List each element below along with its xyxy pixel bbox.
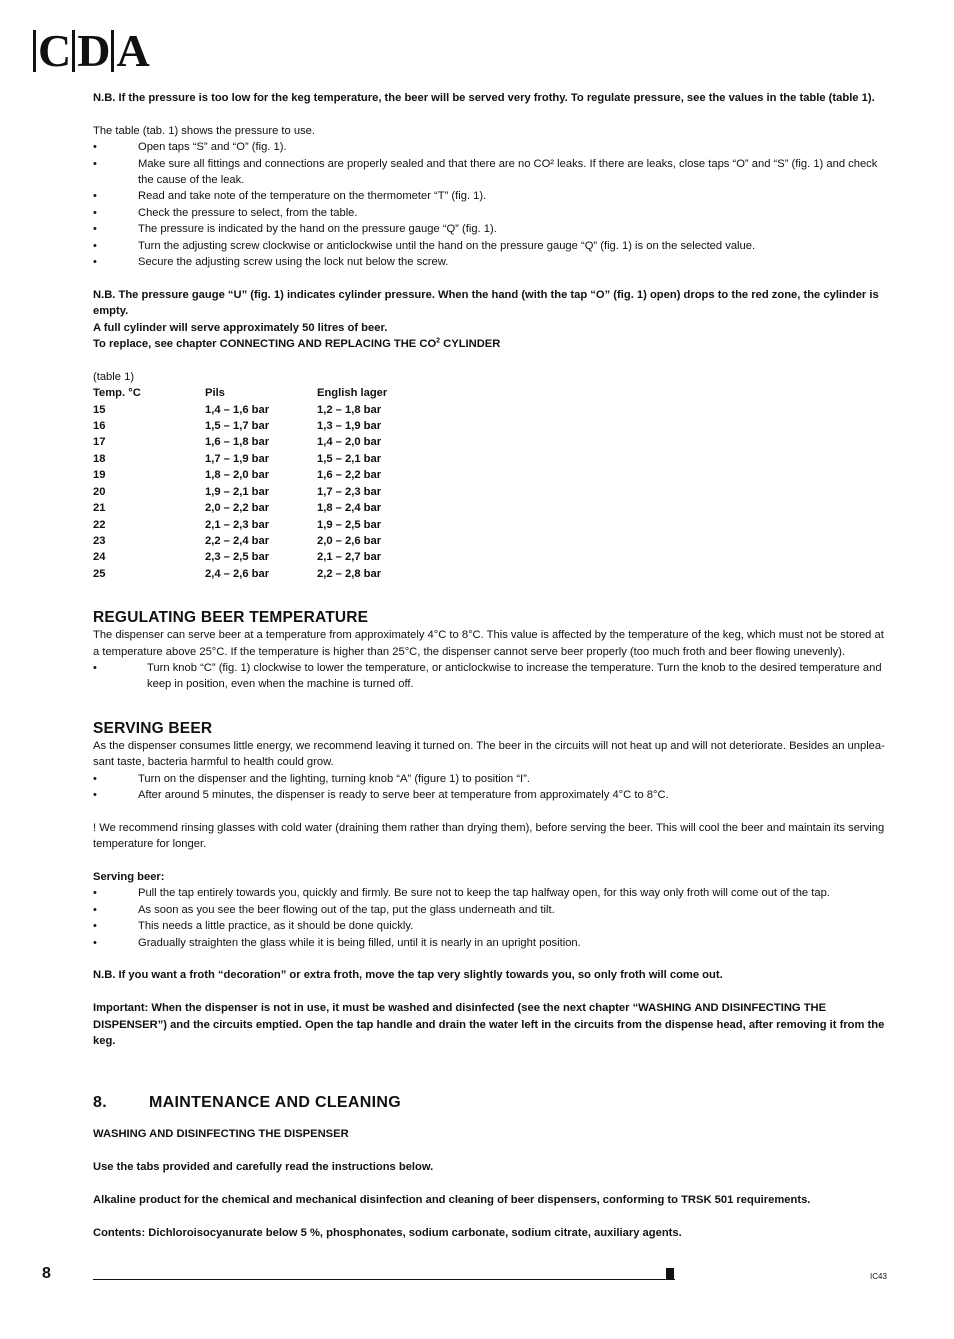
table-cell: 24 bbox=[93, 551, 106, 564]
table-cell: 20 bbox=[93, 485, 106, 498]
table-cell: 1,6 – 2,2 bar bbox=[317, 469, 382, 482]
co2-subscript: 2 bbox=[436, 337, 441, 345]
document-code: IC43 bbox=[870, 1272, 887, 1281]
logo-letter-d: D bbox=[77, 25, 110, 76]
table-cell: 21 bbox=[93, 502, 106, 515]
table-cell: 1,9 – 2,5 bar bbox=[317, 518, 382, 531]
table-row bbox=[93, 533, 387, 549]
list-item: • Make sure all fittings and connections are properly sealed and that there are no CO² leaks. If there are leaks, close taps “O” and “S” (fig. 1) and check the cause of the leak. bbox=[93, 156, 889, 189]
pressure-table bbox=[93, 385, 387, 582]
list-item: • Read and take note of the temperature on the thermometer “T” (fig. 1). bbox=[93, 188, 889, 204]
list-item: • The pressure is indicated by the hand on the pressure gauge “Q” (fig. 1). bbox=[93, 221, 889, 237]
nb-cylinder-line3: To replace, see chapter CONNECTING AND REPLACING THE CO bbox=[93, 338, 437, 351]
serving-steps-list bbox=[93, 771, 889, 804]
list-item: • Turn the adjusting screw clockwise or anticlockwise until the hand on the pressure gauge “Q” (fig. 1) is on the selected value. bbox=[93, 238, 889, 254]
table-cell: 1,9 – 2,1 bar bbox=[205, 485, 270, 498]
table-row bbox=[93, 566, 387, 582]
table-cell: 1,4 – 2,0 bar bbox=[317, 436, 382, 449]
list-item: • Check the pressure to select, from the table. bbox=[93, 205, 889, 221]
table-header-row bbox=[93, 385, 387, 401]
table-cell: 1,6 – 1,8 bar bbox=[205, 436, 270, 449]
page-number: 8 bbox=[42, 1265, 51, 1282]
table-cell: 2,1 – 2,3 bar bbox=[205, 518, 270, 531]
list-item: • Secure the adjusting screw using the lock nut below the screw. bbox=[93, 254, 889, 270]
table-caption: (table 1) bbox=[93, 370, 135, 383]
table-cell: 2,0 – 2,2 bar bbox=[205, 502, 270, 515]
table-intro: The table (tab. 1) shows the pressure to use. bbox=[93, 124, 316, 137]
table-cell: 2,2 – 2,8 bar bbox=[317, 567, 382, 580]
table-cell: 1,5 – 2,1 bar bbox=[317, 452, 382, 465]
table-cell: 1,8 – 2,4 bar bbox=[317, 502, 382, 515]
column-header: English lager bbox=[317, 387, 388, 400]
nb-cylinder-line1: N.B. The pressure gauge “U” (fig. 1) indicates cylinder pressure. When the hand (with the tap “O” (fig. 1) open) drops to the red zone, the cylinder is empty. bbox=[93, 288, 879, 318]
table-row bbox=[93, 549, 387, 565]
logo-letter-c: C bbox=[38, 25, 71, 76]
list-item: • As soon as you see the beer flowing out of the tap, put the glass underneath and tilt. bbox=[93, 902, 889, 918]
table-row bbox=[93, 418, 387, 434]
maintenance-line2: Alkaline product for the chemical and mechanical disinfection and cleaning of beer dispensers, conforming to TRSK 501 requirements. bbox=[93, 1194, 811, 1207]
table-cell: 2,4 – 2,6 bar bbox=[205, 567, 270, 580]
table-cell: 18 bbox=[93, 452, 106, 465]
table-row bbox=[93, 451, 387, 467]
table-cell: 22 bbox=[93, 518, 106, 531]
nb-cylinder-line2: A full cylinder will serve approximately 50 litres of beer. bbox=[93, 321, 388, 334]
table-cell: 23 bbox=[93, 534, 106, 547]
table-cell: 15 bbox=[93, 403, 106, 416]
table-row bbox=[93, 467, 387, 483]
cda-logo bbox=[33, 25, 151, 76]
footer-rule bbox=[93, 1279, 675, 1280]
table-row bbox=[93, 500, 387, 516]
table-cell: 16 bbox=[93, 420, 106, 433]
list-item: • Pull the tap entirely towards you, quickly and firmly. Be sure not to keep the tap halfway open, for this way only froth will come out of the tap. bbox=[93, 885, 889, 901]
nb-cylinder-line3-end: CYLINDER bbox=[440, 338, 501, 351]
table-cell: 1,4 – 1,6 bar bbox=[205, 403, 270, 416]
table-cell: 2,0 – 2,6 bar bbox=[317, 534, 382, 547]
list-item: • After around 5 minutes, the dispenser is ready to serve beer at temperature from approximately 4°C to 8°C. bbox=[93, 787, 889, 803]
rinse-note: ! We recommend rinsing glasses with cold water (draining them rather than drying them), before serving the beer. This will cool the beer and maintain its serving temperature for longer. bbox=[93, 821, 885, 851]
temperature-list bbox=[93, 660, 889, 693]
table-cell: 1,7 – 2,3 bar bbox=[317, 485, 382, 498]
table-cell: 1,2 – 1,8 bar bbox=[317, 403, 382, 416]
list-item: • Turn on the dispenser and the lighting, turning knob “A” (figure 1) to position “I”. bbox=[93, 771, 889, 787]
table-cell: 2,1 – 2,7 bar bbox=[317, 551, 382, 564]
list-item: • This needs a little practice, as it should be done quickly. bbox=[93, 918, 889, 934]
nb-froth-note: N.B. If you want a froth “decoration” or extra froth, move the tap very slightly towards you, so only froth will come out. bbox=[93, 969, 723, 982]
maintenance-line1: Use the tabs provided and carefully read the instructions below. bbox=[93, 1161, 434, 1174]
table-row bbox=[93, 402, 387, 418]
list-item: • Open taps “S” and “O” (fig. 1). bbox=[93, 139, 889, 155]
table-row bbox=[93, 517, 387, 533]
nb-cylinder-note bbox=[93, 287, 889, 353]
section-heading-maintenance bbox=[93, 1093, 889, 1113]
washing-sub-heading: WASHING AND DISINFECTING THE DISPENSER bbox=[93, 1128, 349, 1141]
column-header: Pils bbox=[205, 387, 225, 400]
serving-sub-heading: Serving beer: bbox=[93, 870, 165, 883]
footer-marker bbox=[666, 1268, 674, 1280]
list-item: • Turn knob “C” (fig. 1) clockwise to lower the temperature, or anticlockwise to increase the temperature. Turn the knob to the desired temperature and keep in position, even when the machine is turned off. bbox=[93, 660, 889, 693]
section-heading-serving: SERVING BEER bbox=[93, 719, 213, 737]
column-header: Temp. °C bbox=[93, 387, 141, 400]
table-cell: 1,7 – 1,9 bar bbox=[205, 452, 270, 465]
nb-pressure-note: N.B. If the pressure is too low for the keg temperature, the beer will be served very frothy. To regulate pressure, see the values in the table (table 1). bbox=[93, 92, 875, 104]
maintenance-line3: Contents: Dichloroisocyanurate below 5 %, phosphonates, sodium carbonate, sodium citrate, auxiliary agents. bbox=[93, 1226, 682, 1239]
page-content bbox=[93, 90, 889, 1241]
list-item: • Gradually straighten the glass while it is being filled, until it is nearly in an upright position. bbox=[93, 935, 889, 951]
table-cell: 1,8 – 2,0 bar bbox=[205, 469, 270, 482]
table-cell: 1,5 – 1,7 bar bbox=[205, 420, 270, 433]
temperature-body: The dispenser can serve beer at a temperature from approximately 4°C to 8°C. This value is affected by the temperature of the keg, which must not be stored at a temperature above 25°C. If the temperature is higher than 25°C, the dispenser cannot serve beer properly (too much froth and beer flowing unevenly). bbox=[93, 629, 884, 658]
serve-steps-list bbox=[93, 885, 889, 951]
logo-letter-a: A bbox=[116, 25, 149, 76]
table-cell: 17 bbox=[93, 436, 106, 449]
section-title: MAINTENANCE AND CLEANING bbox=[149, 1094, 401, 1112]
section-number: 8. bbox=[93, 1094, 107, 1112]
table-cell: 25 bbox=[93, 567, 106, 580]
table-cell: 2,3 – 2,5 bar bbox=[205, 551, 270, 564]
table-cell: 19 bbox=[93, 469, 106, 482]
table-cell: 1,3 – 1,9 bar bbox=[317, 420, 382, 433]
table-row bbox=[93, 434, 387, 450]
table-cell: 2,2 – 2,4 bar bbox=[205, 534, 270, 547]
important-note: Important: When the dispenser is not in use, it must be washed and disinfected (see the next chapter “WASHING AND DISINFECTING THE DISPENSER”) and the circuits emptied. Open the tap handle and drain the water left in the circuits from the dispense head, after removing it from the keg. bbox=[93, 1002, 885, 1048]
serving-body: As the dispenser consumes little energy, we recommend leaving it turned on. The beer in the circuits will not heat up and will not deteriorate. Besides an unplea-sant taste, bacteria harmful to health could grow. bbox=[93, 739, 885, 769]
table-row bbox=[93, 484, 387, 500]
pressure-steps-list bbox=[93, 139, 889, 270]
section-heading-temperature: REGULATING BEER TEMPERATURE bbox=[93, 609, 369, 627]
